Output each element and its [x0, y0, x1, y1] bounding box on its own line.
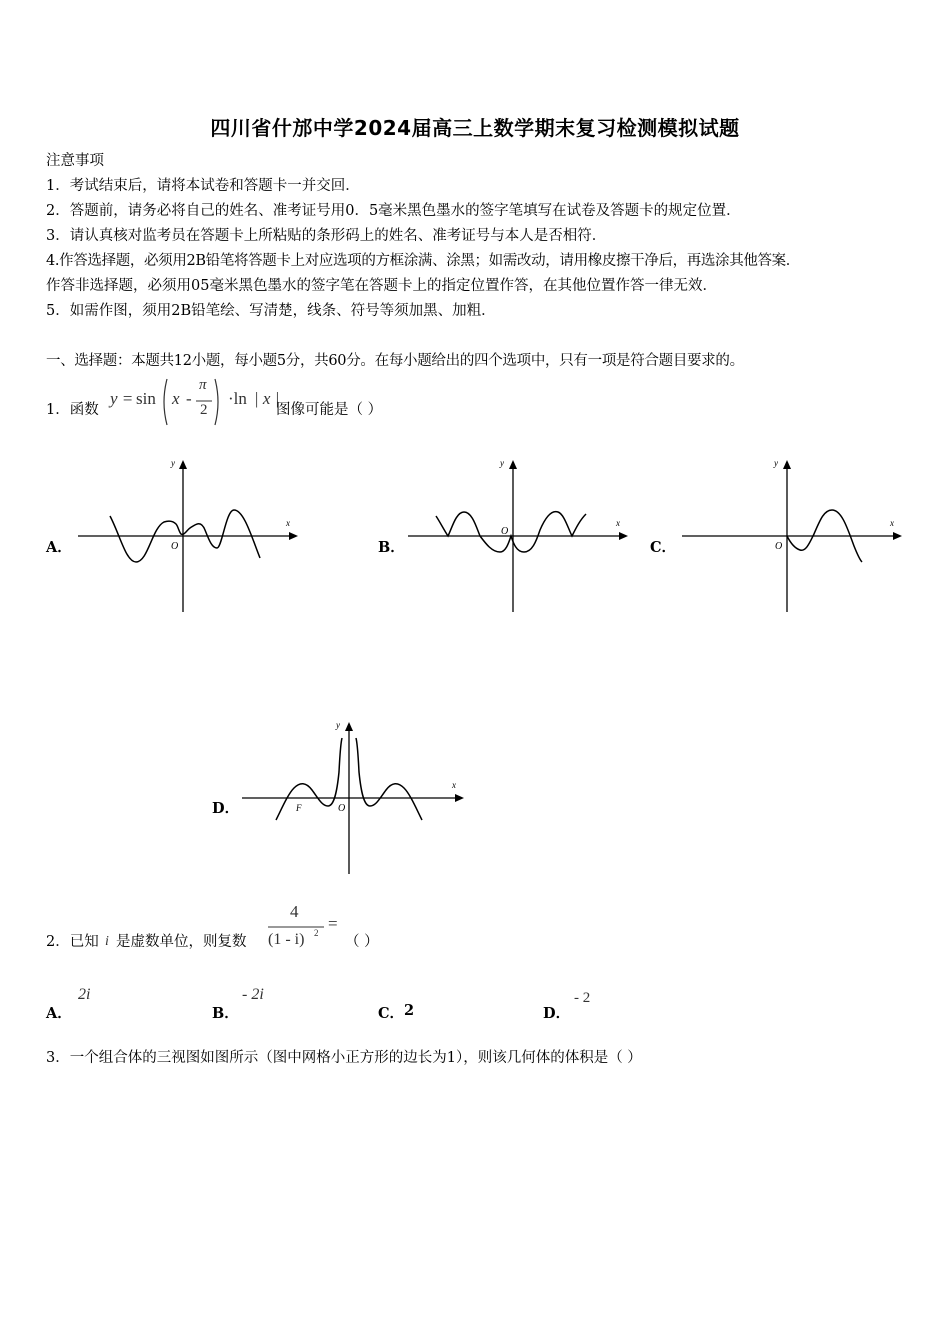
q2-option-d-label: D．: [543, 1005, 571, 1022]
q2-option-a-label: A．: [46, 1005, 72, 1022]
y-axis-label: y: [336, 720, 340, 730]
notice-item: 5．如需作图，须用2B铅笔绘、写清楚，线条、符号等须加黑、加粗．: [46, 303, 496, 319]
origin-label: O: [501, 526, 509, 537]
y-axis-label: y: [774, 458, 778, 468]
notice-item: 2．答题前，请务必将自己的姓名、准考证号用0．5毫米黑色墨水的签字笔填写在试卷及答题卡的规定位置．: [46, 203, 741, 219]
curve: [436, 512, 586, 552]
q2-option-c-label: C．: [378, 1005, 405, 1022]
notice-heading: 注意事项: [46, 153, 104, 169]
y-axis-label: y: [500, 458, 504, 468]
q1-option-c-label: C．: [650, 539, 677, 556]
q2-prefix: 2．已知: [46, 934, 99, 950]
q3-text: 3．一个组合体的三视图如图所示（图中网格小正方形的边长为1），则该几何体的体积是（ ）: [46, 1050, 642, 1066]
notice-item: 4.作答选择题，必须用2B铅笔将答题卡上对应选项的方框涂满、涂黑；如需改动，请用橡皮擦干净后，再选涂其他答案．: [46, 253, 800, 269]
curve-left: [276, 738, 342, 820]
point-f-label: F: [296, 803, 302, 813]
notice-item: 3．请认真核对监考员在答题卡上所粘贴的条形码上的姓名、准考证号与本人是否相符．: [46, 228, 607, 244]
section-heading: 一、选择题：本题共12小题，每小题5分，共60分。在每小题给出的四个选项中，只有一项是符合题目要求的。: [46, 353, 744, 369]
q1-option-d-label: D．: [212, 800, 240, 817]
q2-var-i: i: [105, 934, 109, 949]
q2-option-b-value: - 2i: [242, 986, 264, 1003]
x-axis-label: x: [616, 518, 620, 528]
x-axis-label: x: [286, 518, 290, 528]
q1-option-c-graph: [674, 450, 914, 620]
q1-option-a-graph: [70, 450, 310, 620]
notice-item: 作答非选择题，必须用05毫米黑色墨水的签字笔在答题卡上的指定位置作答，在其他位置作答一律无效．: [46, 278, 717, 294]
q1-prefix: 1．函数: [46, 402, 99, 418]
q2-option-a-value: 2i: [78, 986, 91, 1003]
q1-option-b-graph: [400, 450, 640, 620]
q1-formula: y = sin x - π 2 ·ln | x |: [108, 375, 278, 429]
q1-option-a-label: A．: [46, 539, 72, 556]
x-axis-label: x: [890, 518, 894, 528]
q2-option-c-value: 2: [404, 1002, 415, 1019]
q1-option-d-graph: [236, 712, 476, 882]
y-axis-label: y: [171, 458, 175, 468]
curve-right: [356, 738, 422, 820]
q2-option-d-value: - 2: [574, 990, 591, 1006]
q2-option-b-label: B．: [212, 1005, 239, 1022]
origin-label: O: [775, 541, 783, 552]
origin-label: O: [171, 541, 179, 552]
q2-middle: 是虚数单位，则复数: [116, 934, 247, 950]
q2-suffix: （ ）: [345, 934, 379, 950]
notice-item: 1．考试结束后，请将本试卷和答题卡一并交回．: [46, 178, 360, 194]
x-axis-label: x: [452, 780, 456, 790]
q2-fraction: 4 (1 - i) 2 =: [268, 902, 338, 948]
q1-suffix: 图像可能是（ ）: [276, 402, 383, 418]
q1-option-b-label: B．: [378, 539, 405, 556]
page-title: 四川省什邡中学2024届高三上数学期末复习检测模拟试题: [210, 116, 740, 140]
origin-label: O: [338, 803, 346, 814]
